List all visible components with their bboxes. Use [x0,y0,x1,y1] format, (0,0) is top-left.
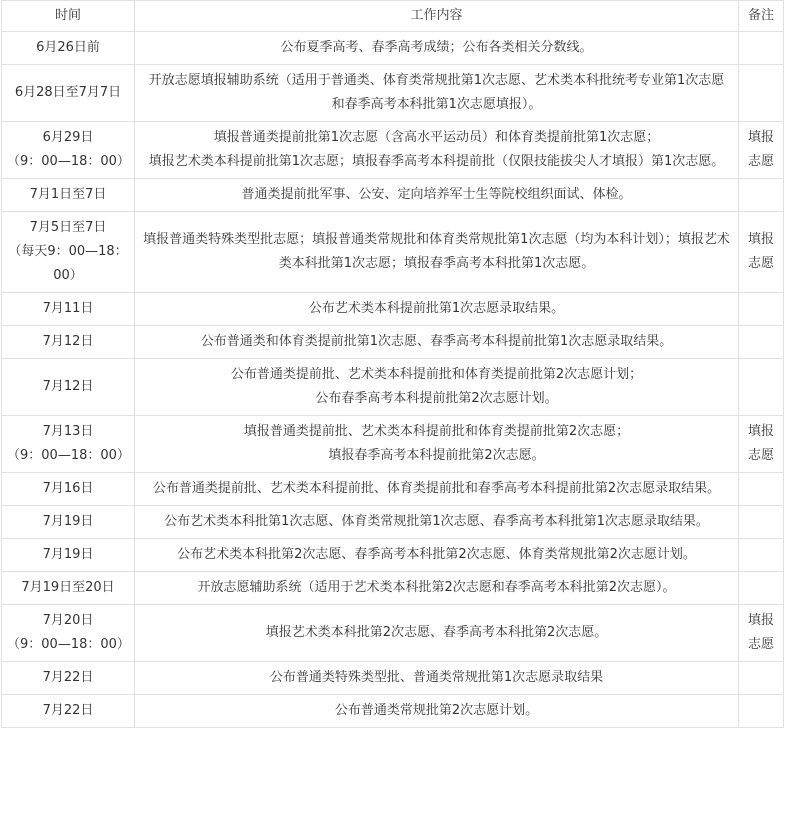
time-cell [2,539,135,572]
table-row [2,539,784,572]
note-cell [739,539,784,572]
note-cell [739,662,784,695]
work-cell [135,179,739,212]
time-text: 7月11日 [42,301,94,316]
work-cell [135,416,739,473]
work-text: 公布春季高考本科提前批第2次志愿计划。 [315,391,558,406]
table-row [2,662,784,695]
table-row [2,326,784,359]
time-cell [2,32,135,65]
work-text: 公布普通类常规批第2次志愿计划。 [334,703,539,718]
time-text: 7月19日至20日 [21,580,115,595]
time-text: 6月29日 [42,130,94,145]
work-cell [135,662,739,695]
note-cell [739,572,784,605]
work-cell [135,326,739,359]
note-cell: 填报志愿 [739,416,784,473]
work-cell [135,212,739,293]
work-cell [135,32,739,65]
time-text: 6月28日至7月7日 [14,85,122,100]
time-text: 7月1日至7日 [29,187,107,202]
table-row [2,32,784,65]
table-row [2,359,784,416]
work-text: 普通类提前批军事、公安、定向培养军士生等院校组织面试、体检。 [241,187,632,202]
time-cell [2,572,135,605]
time-cell [2,179,135,212]
work-cell [135,65,739,122]
work-text: 公布艺术类本科批第2次志愿、春季高考本科批第2次志愿、体育类常规批第2次志愿计划。 [177,547,696,562]
header-work: 工作内容 [135,1,739,32]
time-cell [2,506,135,539]
work-cell [135,506,739,539]
table-row [2,416,784,473]
time-cell [2,65,135,122]
note-cell: 填报志愿 [739,122,784,179]
work-text: 公布普通类特殊类型批、普通类常规批第1次志愿录取结果 [269,670,604,685]
work-cell [135,539,739,572]
work-text: 开放志愿辅助系统（适用于艺术类本科批第2次志愿和春季高考本科批第2次志愿）。 [197,580,676,595]
table-row [2,473,784,506]
note-cell [739,65,784,122]
time-text: 7月19日 [42,514,94,529]
time-cell [2,695,135,728]
time-hours-text: （每天9：00—18：00） [8,244,128,283]
time-hours-text: （9：00—18：00） [7,448,130,463]
work-text: 公布普通类提前批、艺术类本科提前批和体育类提前批第2次志愿计划； [230,367,643,382]
work-cell [135,359,739,416]
work-cell [135,293,739,326]
time-text: 7月22日 [42,703,94,718]
table-row [2,605,784,662]
table-row [2,212,784,293]
time-text: 7月20日 [42,613,94,628]
note-cell [739,179,784,212]
time-cell [2,473,135,506]
note-cell [739,506,784,539]
table-row [2,122,784,179]
work-text: 公布艺术类本科提前批第1次志愿录取结果。 [308,301,565,316]
time-cell [2,122,135,179]
time-text: 7月13日 [42,424,94,439]
work-text: 公布普通类和体育类提前批第1次志愿、春季高考本科提前批第1次志愿录取结果。 [200,334,673,349]
note-cell [739,359,784,416]
note-cell [739,326,784,359]
table-row [2,695,784,728]
table-row [2,65,784,122]
time-text: 7月12日 [42,379,94,394]
table-row [2,293,784,326]
table-header-row [2,1,784,32]
work-text: 填报普通类提前批、艺术类本科提前批和体育类提前批第2次志愿； [243,424,630,439]
work-cell [135,605,739,662]
note-cell [739,293,784,326]
note-cell: 填报志愿 [739,212,784,293]
admission-schedule-table [1,0,784,728]
table-row [2,572,784,605]
time-text: 7月19日 [42,547,94,562]
work-text: 填报艺术类本科提前批第1次志愿；填报春季高考本科提前批（仅限技能拔尖人才填报）第1次志愿。 [148,154,725,169]
work-text: 填报春季高考本科提前批第2次志愿。 [328,448,545,463]
time-hours-text: （9：00—18：00） [7,154,130,169]
time-text: 6月26日前 [36,40,100,55]
time-text: 7月22日 [42,670,94,685]
time-text: 7月12日 [42,334,94,349]
time-cell [2,212,135,293]
time-hours-text: （9：00—18：00） [7,637,130,652]
work-text: 公布夏季高考、春季高考成绩；公布各类相关分数线。 [280,40,593,55]
work-text: 公布普通类提前批、艺术类本科提前批、体育类提前批和春季高考本科提前批第2次志愿录取结果。 [152,481,721,496]
work-text: 填报普通类提前批第1次志愿（含高水平运动员）和体育类提前批第1次志愿； [213,130,660,145]
work-cell [135,572,739,605]
work-cell [135,473,739,506]
time-cell [2,359,135,416]
work-cell [135,695,739,728]
time-cell [2,326,135,359]
table-row [2,179,784,212]
time-cell [2,605,135,662]
header-time: 时间 [2,1,135,32]
work-text: 填报普通类特殊类型批志愿；填报普通类常规批和体育类常规批第1次志愿（均为本科计划）；填报艺术类本科批第1次志愿；填报春季高考本科批第1次志愿。 [143,232,730,271]
time-cell [2,293,135,326]
note-cell [739,32,784,65]
time-text: 7月16日 [42,481,94,496]
note-cell [739,473,784,506]
work-text: 开放志愿填报辅助系统（适用于普通类、体育类常规批第1次志愿、艺术类本科批统考专业第1次志愿和春季高考本科批第1次志愿填报）。 [148,73,725,112]
header-note: 备注 [739,1,784,32]
note-cell: 填报志愿 [739,605,784,662]
time-cell [2,416,135,473]
time-cell [2,662,135,695]
work-cell [135,122,739,179]
table-row [2,506,784,539]
time-text: 7月5日至7日 [29,220,107,235]
note-cell [739,695,784,728]
work-text: 填报艺术类本科批第2次志愿、春季高考本科批第2次志愿。 [265,625,608,640]
work-text: 公布艺术类本科批第1次志愿、体育类常规批第1次志愿、春季高考本科批第1次志愿录取结果。 [164,514,709,529]
